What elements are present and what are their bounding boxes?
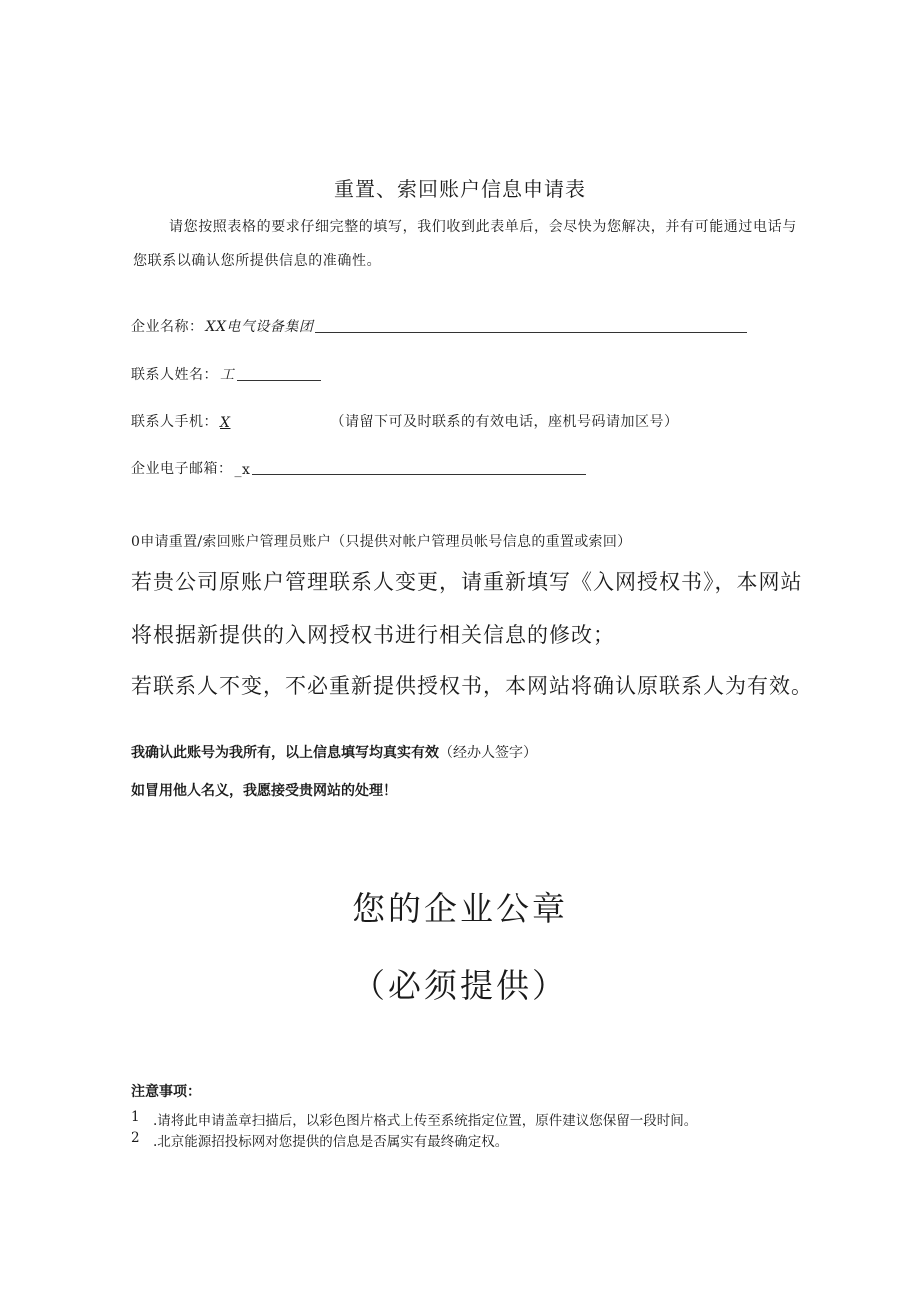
contact-phone-label: 联系人手机： [131, 414, 218, 430]
contact-phone-hint: （请留下可及时联系的有效电话，座机号码请加区号） [330, 414, 679, 430]
confirm-statement [131, 742, 537, 762]
reset-option[interactable]: 0申请重置/索回账户管理员账户（只提供对帐户管理员帐号信息的重置或索回） [131, 534, 632, 550]
note-item [131, 1109, 697, 1129]
notes-title: 注意事项： [131, 1084, 201, 1100]
contact-name-field[interactable] [131, 364, 321, 384]
seal-title: 您的企业公章 [352, 889, 568, 928]
company-label: 企业名称： [131, 319, 204, 335]
note-number: 1 [131, 1109, 140, 1125]
paragraph-line-3: 若联系人不变，不必重新提供授权书，本网站将确认原联系人为有效。 [131, 674, 813, 698]
intro-text: 请您按照表格的要求仔细完整的填写，我们收到此表单后，会尽快为您解决，并有可能通过电话与您联系以确认您所提供信息的准确性。 [133, 219, 797, 269]
note-number: 2 [131, 1130, 140, 1146]
email-field[interactable] [131, 458, 586, 478]
confirm-text: 我确认此账号为我所有，以上信息填写均真实有效 [131, 745, 439, 761]
company-underline [315, 331, 747, 333]
signature-hint: （经办人签字） [439, 745, 537, 761]
contact-name-value: 工 [220, 367, 235, 383]
paragraph-line-2: 将根据新提供的入网授权书进行相关信息的修改； [131, 623, 615, 647]
impersonation-statement: 如冒用他人名义，我愿接受贵网站的处理！ [131, 783, 397, 799]
contact-phone-value: X [220, 415, 231, 431]
contact-name-label: 联系人姓名： [131, 367, 218, 383]
form-title: 重置、索回账户信息申请表 [334, 177, 586, 201]
email-value: _x [234, 462, 251, 478]
note-item [131, 1130, 508, 1150]
email-label: 企业电子邮箱： [131, 461, 233, 477]
company-field[interactable] [131, 316, 747, 336]
contact-phone-field[interactable] [131, 411, 678, 431]
company-value: XX电气设备集团 [205, 319, 314, 335]
seal-required: （必须提供） [352, 966, 568, 1005]
contact-name-underline [237, 379, 321, 381]
note-text: .北京能源招投标网对您提供的信息是否属实有最终确定权。 [153, 1134, 509, 1150]
note-text: .请将此申请盖章扫描后，以彩色图片格式上传至系统指定位置，原件建议您保留一段时间。 [153, 1113, 698, 1129]
email-underline [252, 473, 586, 475]
paragraph-line-1: 若贵公司原账户管理联系人变更，请重新填写《入网授权书》，本网站 [131, 570, 803, 594]
